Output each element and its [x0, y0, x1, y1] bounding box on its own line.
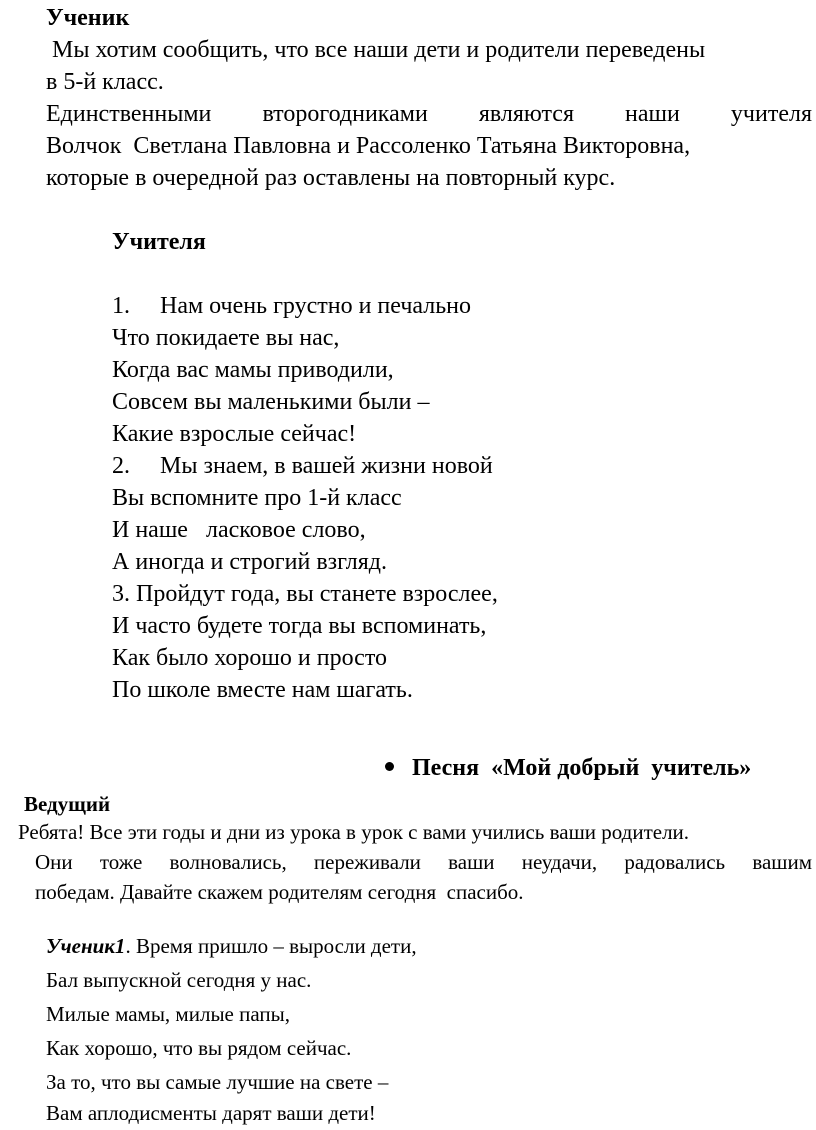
verse-line: По школе вместе нам шагать.	[112, 677, 413, 703]
paragraph-line: в 5-й класс.	[46, 69, 164, 95]
verse-line: Что покидаете вы нас,	[112, 325, 340, 351]
paragraph-line: Мы хотим сообщить, что все наши дети и родители переведены	[46, 37, 706, 63]
paragraph-line: которые в очередной раз оставлены на повторный курс.	[46, 165, 616, 191]
verse-text: . Время пришло – выросли дети,	[125, 934, 417, 958]
verse-line	[112, 290, 471, 322]
verse-line: Совсем вы маленькими были –	[112, 389, 430, 415]
verse-line: А иногда и строгий взгляд.	[112, 549, 388, 575]
verse-line	[112, 450, 493, 482]
speaker-host: Ведущий	[24, 792, 111, 816]
speaker-teachers: Учителя	[112, 229, 206, 255]
song-item	[385, 752, 751, 784]
song-title: Песня «Мой добрый учитель»	[412, 755, 752, 781]
verse-line	[46, 931, 417, 961]
bullet-icon	[385, 762, 394, 771]
verse-line: За то, что вы самые лучшие на свете –	[46, 1070, 389, 1094]
verse-line: И наше ласковое слово,	[112, 517, 366, 543]
paragraph-line: Они тоже волновались, переживали ваши неудачи, радовались вашим	[35, 850, 812, 874]
paragraph-line: Единственными второгодниками являются наши учителя	[46, 101, 812, 127]
verse-line: Бал выпускной сегодня у нас.	[46, 968, 312, 992]
paragraph-line: победам. Давайте скажем родителям сегодня спасибо.	[35, 880, 524, 904]
verse-number: 1.	[112, 293, 130, 319]
paragraph-line: Волчок Светлана Павловна и Рассоленко Татьяна Викторовна,	[46, 133, 691, 159]
verse-line: И часто будете тогда вы вспоминать,	[112, 613, 487, 639]
verse-line: Какие взрослые сейчас!	[112, 421, 357, 447]
paragraph-line: Ребята! Все эти годы и дни из урока в урок с вами учились ваши родители.	[18, 820, 690, 844]
speaker-student: Ученик	[46, 5, 130, 31]
verse-number: 2.	[112, 453, 130, 479]
verse-line: Как хорошо, что вы рядом сейчас.	[46, 1036, 352, 1060]
verse-line: Милые мамы, милые папы,	[46, 1002, 291, 1026]
verse-text: Мы знаем, в вашей жизни новой	[160, 453, 493, 479]
verse-line: Как было хорошо и просто	[112, 645, 387, 671]
speaker-student1: Ученик1	[46, 934, 126, 958]
verse-text: Нам очень грустно и печально	[160, 293, 472, 319]
verse-line: Когда вас мамы приводили,	[112, 357, 394, 383]
verse-line: Вам аплодисменты дарят ваши дети!	[46, 1101, 376, 1125]
verse-line: 3. Пройдут года, вы станете взрослее,	[112, 581, 498, 607]
verse-line: Вы вспомните про 1-й класс	[112, 485, 402, 511]
